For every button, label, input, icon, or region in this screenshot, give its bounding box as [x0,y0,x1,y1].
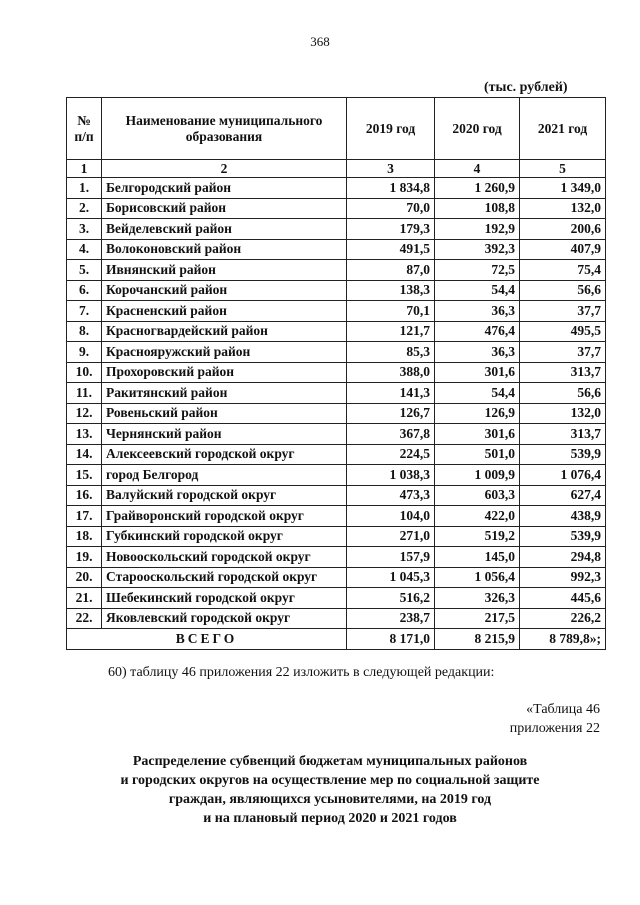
row-value-2019: 271,0 [347,526,435,547]
row-number: 11. [67,383,102,404]
page-number: 368 [310,34,330,49]
table-reference-line: «Таблица 46 [526,702,600,717]
row-number: 22. [67,608,102,629]
heading-line: Распределение субвенций бюджетам муниципальных районов [132,754,528,769]
row-value-2021: 495,5 [520,321,606,342]
table-header-row [67,98,606,160]
row-name: Красненский район [102,301,347,322]
row-value-2020: 217,5 [435,608,520,629]
section-heading [60,752,600,828]
table-row [67,424,606,445]
heading-line: и городских округов на осуществление мер по социальной защите [120,773,540,788]
header-2021: 2021 год [520,98,606,160]
table-row [67,301,606,322]
row-number: 13. [67,424,102,445]
amendment-paragraph: 60) таблицу 46 приложения 22 изложить в следующей редакции: [108,665,495,680]
row-value-2019: 388,0 [347,362,435,383]
row-value-2019: 516,2 [347,588,435,609]
heading-line: граждан, являющихся усыновителями, на 2019 год [168,792,492,807]
row-value-2020: 72,5 [435,260,520,281]
row-number: 17. [67,506,102,527]
row-number: 7. [67,301,102,322]
table-row [67,485,606,506]
row-name: город Белгород [102,465,347,486]
row-value-2020: 301,6 [435,424,520,445]
row-name: Краснояружский район [102,342,347,363]
row-name: Вейделевский район [102,219,347,240]
row-number: 15. [67,465,102,486]
row-value-2019: 238,7 [347,608,435,629]
table-row [67,547,606,568]
row-name: Борисовский район [102,198,347,219]
row-name: Прохоровский район [102,362,347,383]
row-value-2021: 56,6 [520,383,606,404]
subvention-table [66,97,606,650]
row-value-2021: 445,6 [520,588,606,609]
table-row [67,239,606,260]
row-value-2020: 126,9 [435,403,520,424]
row-number: 20. [67,567,102,588]
row-name: Корочанский район [102,280,347,301]
header-num: № п/п [67,98,102,160]
row-name: Алексеевский городской округ [102,444,347,465]
row-value-2021: 1 076,4 [520,465,606,486]
header-2020: 2020 год [435,98,520,160]
total-2019: 8 171,0 [347,629,435,650]
row-name: Валуйский городской округ [102,485,347,506]
table-row [67,383,606,404]
row-number: 14. [67,444,102,465]
row-value-2019: 141,3 [347,383,435,404]
row-value-2020: 108,8 [435,198,520,219]
row-value-2020: 54,4 [435,280,520,301]
row-value-2019: 1 038,3 [347,465,435,486]
header-name: Наименование муниципального образования [102,98,347,160]
row-name: Ивнянский район [102,260,347,281]
table-row [67,506,606,527]
column-number: 3 [347,160,435,178]
row-value-2021: 407,9 [520,239,606,260]
row-value-2019: 473,3 [347,485,435,506]
total-2021: 8 789,8»; [520,629,606,650]
table-row [67,342,606,363]
row-name: Волоконовский район [102,239,347,260]
total-row [67,629,606,650]
row-value-2019: 87,0 [347,260,435,281]
row-value-2021: 539,9 [520,526,606,547]
table-reference-line: приложения 22 [509,721,600,736]
row-name: Грайворонский городской округ [102,506,347,527]
row-value-2019: 121,7 [347,321,435,342]
column-number: 5 [520,160,606,178]
row-value-2021: 37,7 [520,301,606,322]
table-row [67,280,606,301]
row-number: 4. [67,239,102,260]
row-number: 8. [67,321,102,342]
column-number-row [67,160,606,178]
row-name: Шебекинский городской округ [102,588,347,609]
table-row [67,260,606,281]
table-row [67,608,606,629]
row-name: Старооскольский городской округ [102,567,347,588]
row-value-2020: 36,3 [435,342,520,363]
row-value-2021: 627,4 [520,485,606,506]
row-value-2019: 138,3 [347,280,435,301]
table-row [67,198,606,219]
row-value-2020: 54,4 [435,383,520,404]
table-row [67,321,606,342]
row-value-2021: 539,9 [520,444,606,465]
row-value-2020: 145,0 [435,547,520,568]
row-value-2020: 476,4 [435,321,520,342]
row-number: 1. [67,178,102,199]
row-number: 6. [67,280,102,301]
table-row [67,362,606,383]
row-name: Ровеньский район [102,403,347,424]
row-number: 3. [67,219,102,240]
units-label: (тыс. рублей) [484,80,568,95]
row-number: 2. [67,198,102,219]
row-name: Ракитянский район [102,383,347,404]
heading-line: и на плановый период 2020 и 2021 годов [203,811,457,826]
row-value-2019: 224,5 [347,444,435,465]
row-number: 18. [67,526,102,547]
row-value-2021: 132,0 [520,198,606,219]
table-row [67,444,606,465]
table-row [67,178,606,199]
column-number: 1 [67,160,102,178]
row-number: 19. [67,547,102,568]
row-number: 12. [67,403,102,424]
row-value-2019: 126,7 [347,403,435,424]
row-number: 10. [67,362,102,383]
row-value-2020: 36,3 [435,301,520,322]
row-value-2020: 392,3 [435,239,520,260]
row-value-2019: 85,3 [347,342,435,363]
row-value-2020: 1 056,4 [435,567,520,588]
row-value-2019: 367,8 [347,424,435,445]
row-name: Красногвардейский район [102,321,347,342]
row-value-2020: 422,0 [435,506,520,527]
row-value-2021: 226,2 [520,608,606,629]
row-number: 16. [67,485,102,506]
row-value-2021: 438,9 [520,506,606,527]
row-value-2019: 70,1 [347,301,435,322]
row-value-2019: 157,9 [347,547,435,568]
table-row [67,403,606,424]
row-value-2019: 491,5 [347,239,435,260]
row-value-2019: 70,0 [347,198,435,219]
row-value-2021: 56,6 [520,280,606,301]
row-name: Новооскольский городской округ [102,547,347,568]
total-label: ВСЕГО [67,629,347,650]
row-value-2019: 179,3 [347,219,435,240]
row-value-2020: 603,3 [435,485,520,506]
row-value-2020: 326,3 [435,588,520,609]
row-value-2021: 37,7 [520,342,606,363]
table-row [67,219,606,240]
row-value-2020: 1 009,9 [435,465,520,486]
table-row [67,588,606,609]
row-name: Яковлевский городской округ [102,608,347,629]
row-value-2019: 104,0 [347,506,435,527]
row-value-2021: 313,7 [520,362,606,383]
total-2020: 8 215,9 [435,629,520,650]
table-row [67,526,606,547]
table-row [67,567,606,588]
row-value-2021: 1 349,0 [520,178,606,199]
row-number: 21. [67,588,102,609]
row-value-2021: 200,6 [520,219,606,240]
row-name: Губкинский городской округ [102,526,347,547]
column-number: 4 [435,160,520,178]
row-value-2019: 1 045,3 [347,567,435,588]
row-value-2021: 132,0 [520,403,606,424]
header-2019: 2019 год [347,98,435,160]
column-number: 2 [102,160,347,178]
row-value-2020: 1 260,9 [435,178,520,199]
row-value-2020: 519,2 [435,526,520,547]
table-row [67,465,606,486]
row-value-2020: 192,9 [435,219,520,240]
row-name: Белгородский район [102,178,347,199]
row-value-2021: 75,4 [520,260,606,281]
row-value-2021: 992,3 [520,567,606,588]
row-name: Чернянский район [102,424,347,445]
row-value-2020: 301,6 [435,362,520,383]
row-value-2020: 501,0 [435,444,520,465]
row-number: 5. [67,260,102,281]
row-value-2019: 1 834,8 [347,178,435,199]
row-number: 9. [67,342,102,363]
table-reference [510,700,600,738]
row-value-2021: 294,8 [520,547,606,568]
row-value-2021: 313,7 [520,424,606,445]
